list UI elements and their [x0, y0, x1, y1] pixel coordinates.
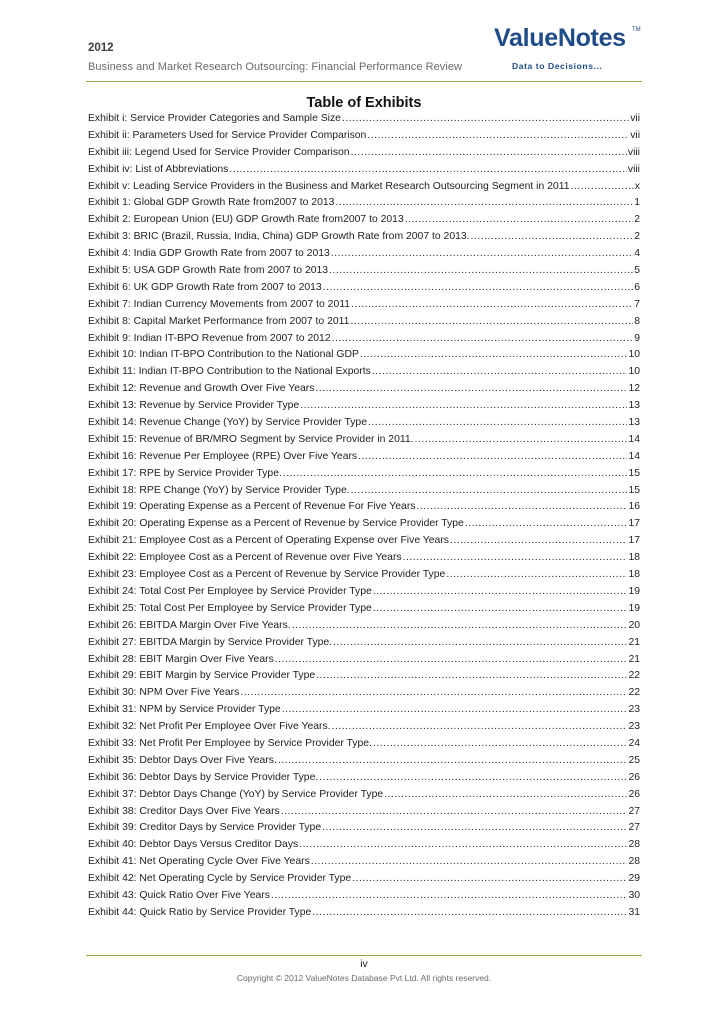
dot-leader [229, 164, 627, 175]
toc-entry[interactable] [88, 839, 640, 856]
toc-entry-page: 19 [628, 602, 640, 614]
toc-entry-page: 14 [628, 433, 640, 445]
toc-entry[interactable] [88, 569, 640, 586]
toc-entry-title: Exhibit 35: Debtor Days Over Five Years. [88, 754, 277, 766]
toc-entry-title: Exhibit 26: EBITDA Margin Over Five Years. [88, 619, 291, 631]
toc-entry-title: Exhibit 2: European Union (EU) GDP Growth Rate from2007 to 2013 [88, 214, 404, 226]
toc-entry-title: Exhibit 24: Total Cost Per Employee by Service Provider Type [88, 585, 372, 597]
toc-entry[interactable] [88, 164, 640, 181]
page-header [88, 42, 462, 73]
toc-entry-title: Exhibit 18: RPE Change (YoY) by Service Provider Type. [88, 484, 350, 496]
toc-entry-title: Exhibit 19: Operating Expense as a Percent of Revenue For Five Years [88, 501, 416, 513]
toc-entry-title: Exhibit 43: Quick Ratio Over Five Years [88, 889, 270, 901]
toc-entry[interactable] [88, 755, 640, 772]
toc-entry[interactable] [88, 181, 640, 198]
dot-leader [417, 501, 628, 512]
toc-entry-page: 7 [634, 298, 640, 310]
toc-entry-title: Exhibit iii: Legend Used for Service Provider Comparison [88, 146, 350, 158]
toc-entry[interactable] [88, 772, 640, 789]
dot-leader [405, 214, 633, 225]
toc-entry-page: 2 [634, 231, 640, 243]
toc-entry-title: Exhibit 10: Indian IT-BPO Contribution to the National GDP [88, 349, 359, 361]
toc-entry[interactable] [88, 214, 640, 231]
toc-entry-page: 15 [628, 484, 640, 496]
toc-entry[interactable] [88, 890, 640, 907]
toc-entry[interactable] [88, 721, 640, 738]
toc-entry-page: 29 [628, 873, 640, 885]
dot-leader [350, 316, 633, 327]
toc-entry-page: 16 [628, 501, 640, 513]
toc-entry-title: Exhibit 23: Employee Cost as a Percent of Revenue by Service Provider Type [88, 569, 446, 581]
toc-entry[interactable] [88, 586, 640, 603]
toc-entry-page: 15 [628, 467, 640, 479]
dot-leader [471, 231, 634, 242]
toc-entry-page: 26 [628, 788, 640, 800]
dot-leader [351, 147, 627, 158]
toc-entry-page: 17 [628, 535, 640, 547]
toc-entry[interactable] [88, 856, 640, 873]
toc-entry[interactable] [88, 248, 640, 265]
toc-entry-page: 30 [628, 889, 640, 901]
dot-leader [367, 130, 629, 141]
toc-entry-page: 13 [628, 417, 640, 429]
toc-entry-title: Exhibit 15: Revenue of BR/MRO Segment by Service Provider in 2011. [88, 433, 414, 445]
dot-leader [351, 299, 633, 310]
toc-entry-page: 10 [628, 366, 640, 378]
dot-leader [373, 603, 628, 614]
dot-leader [283, 468, 628, 479]
toc-entry[interactable] [88, 501, 640, 518]
dot-leader [372, 366, 628, 377]
toc-entry[interactable] [88, 349, 640, 366]
toc-entry-page: 5 [634, 265, 640, 277]
dot-leader [373, 738, 627, 749]
toc-entry[interactable] [88, 316, 640, 333]
dot-leader [292, 620, 628, 631]
logo-name: ValueNotes [494, 24, 626, 52]
toc-entry-title: Exhibit 9: Indian IT-BPO Revenue from 2007 to 2012 [88, 332, 331, 344]
dot-leader [331, 248, 633, 259]
toc-entry-title: Exhibit 40: Debtor Days Versus Creditor Days [88, 839, 299, 851]
dot-leader [450, 535, 627, 546]
toc-entry-title: Exhibit iv: List of Abbreviations [88, 163, 229, 175]
toc-entry-title: Exhibit 33: Net Profit Per Employee by Service Provider Type. [88, 737, 372, 749]
toc-entry-page: 23 [628, 721, 640, 733]
dot-leader [335, 197, 633, 208]
toc-entry[interactable] [88, 654, 640, 671]
toc-entry-page: 9 [634, 332, 640, 344]
dot-leader [275, 654, 628, 665]
toc-entry-page: 1 [634, 197, 640, 209]
toc-entry-page: 18 [628, 569, 640, 581]
dot-leader [319, 772, 627, 783]
toc-entry-title: Exhibit 37: Debtor Days Change (YoY) by Service Provider Type [88, 788, 384, 800]
dot-leader [315, 383, 627, 394]
dot-leader [352, 873, 627, 884]
dot-leader [358, 451, 627, 462]
dot-leader [351, 485, 628, 496]
toc-entry[interactable] [88, 485, 640, 502]
dot-leader [446, 569, 627, 580]
dot-leader [282, 704, 628, 715]
toc-entry-page: x [634, 180, 640, 192]
toc-entry-title: Exhibit 32: Net Profit Per Employee Over Five Years. [88, 721, 331, 733]
toc-entry-title: Exhibit 27: EBITDA Margin by Service Provider Type. [88, 636, 333, 648]
toc-entry-title: Exhibit 39: Creditor Days by Service Provider Type [88, 822, 322, 834]
toc-entry[interactable] [88, 468, 640, 485]
toc-entry[interactable] [88, 265, 640, 282]
dot-leader [332, 333, 634, 344]
toc-entry-title: Exhibit i: Service Provider Categories and Sample Size [88, 113, 341, 124]
toc-entry-title: Exhibit 31: NPM by Service Provider Type [88, 704, 281, 716]
toc-entry[interactable] [88, 687, 640, 704]
dot-leader [465, 518, 628, 529]
toc-entry-page: 13 [628, 400, 640, 412]
toc-entry-page: 27 [628, 805, 640, 817]
dot-leader [316, 670, 627, 681]
toc-entry[interactable] [88, 637, 640, 654]
dot-leader [342, 113, 629, 124]
dot-leader [332, 721, 628, 732]
toc-entry-title: Exhibit 1: Global GDP Growth Rate from2007 to 2013 [88, 197, 335, 209]
toc-entry-title: Exhibit ii: Parameters Used for Service Provider Comparison [88, 129, 367, 141]
toc-entry-title: Exhibit 16: Revenue Per Employee (RPE) Over Five Years [88, 450, 358, 462]
toc-entry-page: 31 [628, 906, 640, 918]
toc-entry-page: 25 [628, 754, 640, 766]
dot-leader [312, 907, 627, 918]
toc-entry-title: Exhibit 3: BRIC (Brazil, Russia, India, China) GDP Growth Rate from 2007 to 2013. [88, 231, 470, 243]
report-subtitle: Business and Market Research Outsourcing: Financial Performance Review [88, 61, 462, 73]
toc-entry-title: Exhibit 11: Indian IT-BPO Contribution to the National Exports [88, 366, 371, 378]
toc-entry-page: 20 [628, 619, 640, 631]
dot-leader [384, 789, 627, 800]
dot-leader [271, 890, 628, 901]
logo-trademark: TM [632, 27, 641, 33]
toc-entry-page: 22 [628, 670, 640, 682]
toc-entry[interactable] [88, 282, 640, 299]
toc-entry-page: 2 [634, 214, 640, 226]
dot-leader [322, 822, 627, 833]
valuenotes-logo [494, 24, 644, 74]
toc-entry-page: 22 [628, 687, 640, 699]
toc-entry-page: viii [627, 146, 640, 158]
toc-entry[interactable] [88, 400, 640, 417]
toc-entry-title: Exhibit 41: Net Operating Cycle Over Five Years [88, 856, 310, 868]
dot-leader [281, 806, 628, 817]
toc-entry[interactable] [88, 383, 640, 400]
toc-entry-title: Exhibit 20: Operating Expense as a Percent of Revenue by Service Provider Type [88, 518, 464, 530]
toc-entry[interactable] [88, 518, 640, 535]
toc-entry-title: Exhibit 17: RPE by Service Provider Type. [88, 467, 282, 479]
dot-leader [373, 586, 628, 597]
dot-leader [571, 181, 634, 192]
report-year: 2012 [88, 42, 114, 54]
toc-entry[interactable] [88, 451, 640, 468]
toc-entry-page: 26 [628, 771, 640, 783]
dot-leader [333, 637, 627, 648]
toc-entry-title: Exhibit v: Leading Service Providers in the Business and Market Research Outsourcing Segment in 2011 [88, 180, 570, 192]
toc-entry-title: Exhibit 44: Quick Ratio by Service Provider Type [88, 906, 312, 918]
toc-entry-page: vii [630, 129, 640, 141]
toc-entry[interactable] [88, 738, 640, 755]
header-divider [86, 81, 642, 82]
dot-leader [329, 265, 633, 276]
toc-entry-title: Exhibit 8: Capital Market Performance from 2007 to 2011 [88, 315, 350, 327]
toc-entry[interactable] [88, 197, 640, 214]
toc-entry-title: Exhibit 42: Net Operating Cycle by Service Provider Type [88, 873, 352, 885]
toc-entry-page: 18 [628, 552, 640, 564]
dot-leader [403, 552, 628, 563]
dot-leader [368, 417, 627, 428]
toc-entry-page: 27 [628, 822, 640, 834]
toc-entry-title: Exhibit 13: Revenue by Service Provider Type [88, 400, 300, 412]
toc-entry-page: 28 [628, 856, 640, 868]
toc-entry-title: Exhibit 29: EBIT Margin by Service Provider Type [88, 670, 316, 682]
toc-entry[interactable] [88, 417, 640, 434]
toc-entry[interactable] [88, 113, 640, 130]
copyright-notice: Copyright © 2012 ValueNotes Database Pvt Ltd. All rights reserved. [236, 973, 492, 983]
toc-entry-page: 12 [628, 383, 640, 395]
dot-leader [278, 755, 628, 766]
toc-entry[interactable] [88, 620, 640, 637]
toc-entry-page: 24 [628, 737, 640, 749]
toc-entry-page: 17 [628, 518, 640, 530]
toc-entry[interactable] [88, 147, 640, 164]
toc-entry-page: viii [627, 163, 640, 175]
toc-entry[interactable] [88, 366, 640, 383]
toc-entry[interactable] [88, 552, 640, 569]
toc-entry-page: 4 [634, 248, 640, 260]
toc-entry[interactable] [88, 873, 640, 890]
toc-entry-page: 6 [634, 281, 640, 293]
toc-entry[interactable] [88, 434, 640, 451]
toc-entry-title: Exhibit 6: UK GDP Growth Rate from 2007 to 2013 [88, 281, 322, 293]
toc-entry[interactable] [88, 535, 640, 552]
toc-entry[interactable] [88, 231, 640, 248]
toc-entry-page: 14 [628, 450, 640, 462]
toc-entry[interactable] [88, 130, 640, 147]
toc-entry[interactable] [88, 299, 640, 316]
toc-entry-title: Exhibit 36: Debtor Days by Service Provider Type. [88, 771, 319, 783]
toc-entry-title: Exhibit 7: Indian Currency Movements from 2007 to 2011 [88, 298, 351, 310]
toc-entry-title: Exhibit 22: Employee Cost as a Percent of Revenue over Five Years [88, 552, 402, 564]
dot-leader [240, 687, 627, 698]
toc-entry-title: Exhibit 38: Creditor Days Over Five Years [88, 805, 280, 817]
dot-leader [323, 282, 634, 293]
toc-entry-page: 10 [628, 349, 640, 361]
page-title: Table of Exhibits [306, 95, 422, 111]
toc-entry[interactable] [88, 907, 640, 924]
toc-entry[interactable] [88, 789, 640, 806]
toc-entry-page: 21 [628, 653, 640, 665]
toc-entry-title: Exhibit 4: India GDP Growth Rate from 2007 to 2013 [88, 248, 330, 260]
footer-divider [86, 955, 642, 956]
toc-entry[interactable] [88, 822, 640, 839]
toc-entry-title: Exhibit 30: NPM Over Five Years [88, 687, 240, 699]
toc-entry[interactable] [88, 806, 640, 823]
toc-entry-page: 8 [634, 315, 640, 327]
toc-entry[interactable] [88, 670, 640, 687]
toc-entry[interactable] [88, 333, 640, 350]
toc-entry-title: Exhibit 25: Total Cost Per Employee by Service Provider Type [88, 602, 372, 614]
exhibits-list [88, 113, 640, 924]
toc-entry-title: Exhibit 12: Revenue and Growth Over Five Years [88, 383, 315, 395]
logo-tagline: Data to Decisions... [512, 61, 603, 71]
toc-entry-page: 28 [628, 839, 640, 851]
toc-entry-title: Exhibit 28: EBIT Margin Over Five Years [88, 653, 274, 665]
dot-leader [299, 839, 627, 850]
dot-leader [300, 400, 627, 411]
toc-entry-page: 23 [628, 704, 640, 716]
toc-entry-title: Exhibit 14: Revenue Change (YoY) by Service Provider Type [88, 417, 367, 429]
dot-leader [415, 434, 628, 445]
dot-leader [311, 856, 628, 867]
toc-entry[interactable] [88, 704, 640, 721]
toc-entry-page: vii [630, 113, 640, 124]
toc-entry-page: 19 [628, 585, 640, 597]
toc-entry-title: Exhibit 5: USA GDP Growth Rate from 2007 to 2013 [88, 265, 329, 277]
toc-entry[interactable] [88, 603, 640, 620]
page-number: iv [360, 958, 368, 970]
dot-leader [360, 349, 628, 360]
toc-entry-page: 21 [628, 636, 640, 648]
toc-entry-title: Exhibit 21: Employee Cost as a Percent of Operating Expense over Five Years [88, 535, 449, 547]
